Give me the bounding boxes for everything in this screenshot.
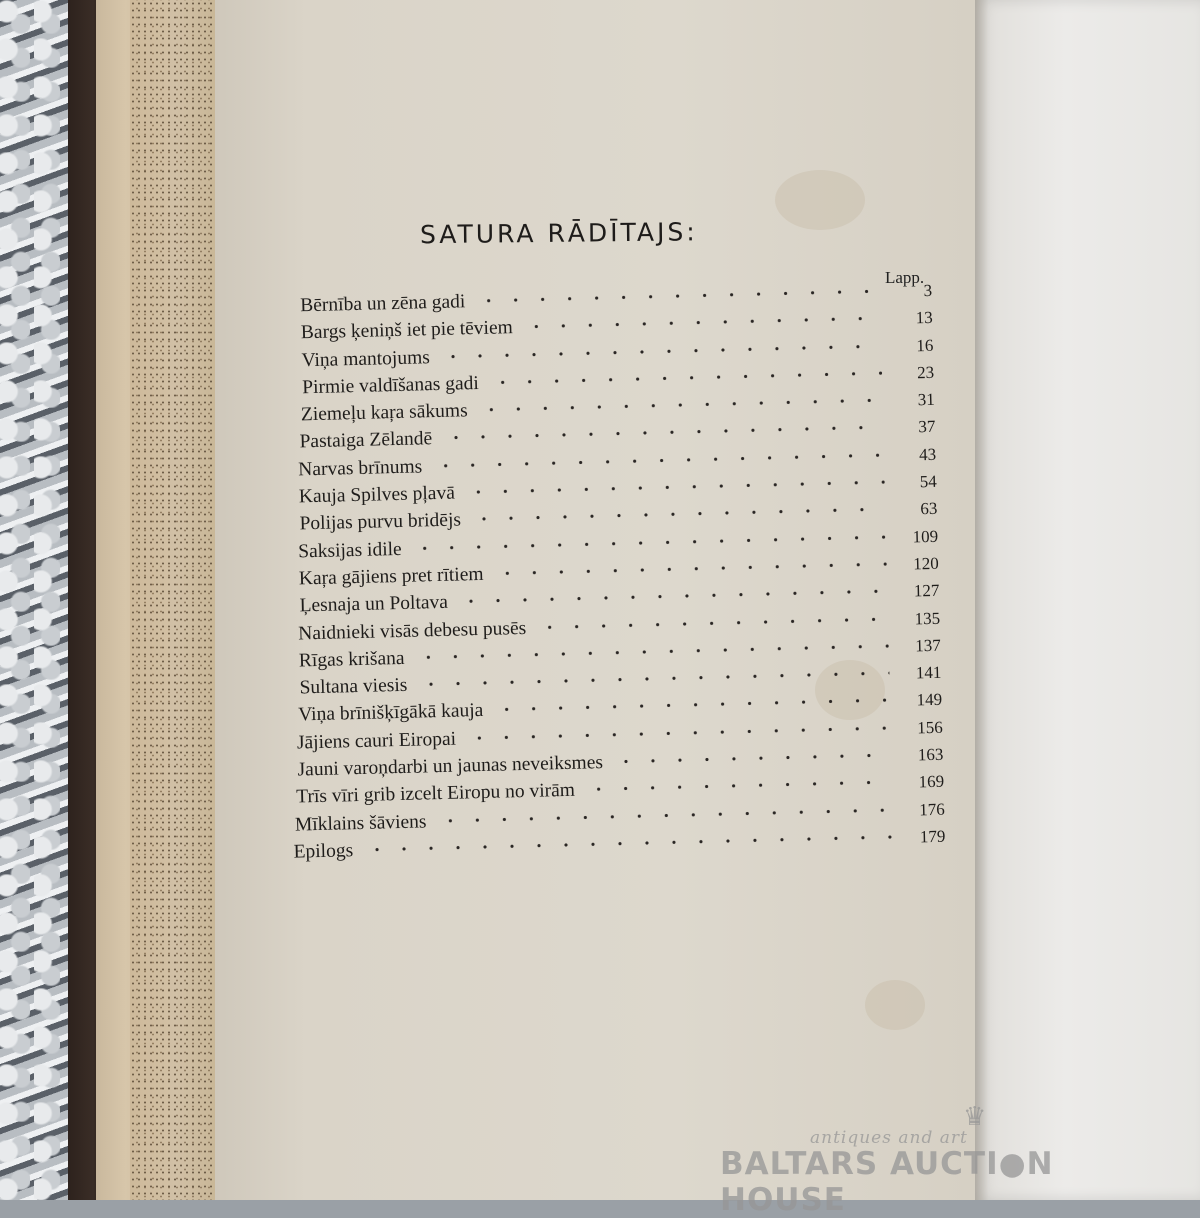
dot-leader [417, 671, 889, 687]
toc-entry-page: 3 [923, 280, 933, 301]
toc-entry-title: Pastaiga Zēlandē [299, 428, 433, 453]
toc-entry-title: Ziemeļu kaŗa sākums [300, 400, 468, 426]
toc-entry-page: 179 [919, 826, 946, 847]
dot-leader [475, 289, 880, 303]
toc-entry-page: 137 [915, 635, 941, 656]
toc-title: SATURA RĀDĪTAJS: [419, 217, 698, 250]
toc-entry-page: 16 [916, 335, 934, 355]
toc-entry-title: Jājiens cauri Eiropai [296, 728, 457, 754]
dot-leader [493, 562, 886, 576]
dot-leader [536, 617, 888, 630]
toc-entry-page: 141 [915, 662, 942, 683]
toc-entry-page: 31 [917, 390, 935, 410]
toc-entry-title: Sultana viesis [299, 674, 408, 699]
dot-leader [493, 698, 890, 712]
dot-leader [585, 780, 892, 792]
toc-entry-title: Jauni varoņdarbi un jaunas neveiksmes [297, 752, 604, 781]
toc-entry-page: 169 [918, 772, 945, 792]
toc-entry-page: 37 [918, 417, 936, 437]
dot-leader [442, 426, 883, 441]
toc-entry-title: Polijas purvu bridējs [299, 509, 462, 535]
toc-entry-title: Bargs ķeniņš iet pie tēviem [300, 317, 514, 344]
toc-entry-title: Rīgas krišana [298, 647, 405, 672]
facing-page [975, 0, 1200, 1200]
dot-leader [412, 535, 887, 551]
toc-entry-title: Pirmie valdīšanas gadi [301, 372, 480, 399]
watermark [720, 1102, 1140, 1218]
watermark-tagline: antiques and art [810, 1128, 968, 1148]
toc-entry-page: 135 [914, 608, 941, 628]
paper-stain [865, 980, 925, 1030]
speckled-page-edge [130, 0, 220, 1200]
dot-leader [523, 316, 881, 329]
toc-entry-page: 43 [918, 444, 937, 465]
toc-entry-title: Narvas brīnums [297, 456, 423, 481]
watermark-name-start: BALTARS AUCTI [720, 1146, 999, 1182]
toc-list [272, 280, 946, 869]
toc-entry-title: Viņa mantojums [301, 346, 431, 371]
toc-entry-page: 149 [916, 690, 943, 710]
toc-entry-title: Mīklains šāviens [294, 811, 427, 836]
toc-entry-page: 109 [912, 526, 939, 547]
page-column-header: Lapp. [885, 268, 925, 287]
toc-entry-page: 163 [917, 744, 944, 765]
toc-entry-page: 120 [913, 553, 939, 574]
toc-entry-page: 54 [919, 471, 937, 492]
dot-leader [478, 398, 883, 412]
dot-leader [489, 371, 882, 385]
dot-leader [466, 726, 891, 740]
dot-leader [471, 507, 886, 521]
toc-entry-title: Trīs vīri grib izcelt Eiropu no virām [296, 780, 576, 808]
dot-leader [458, 589, 888, 603]
toc-entry-page: 156 [917, 717, 943, 738]
toc-entry-title: Bērnība un zēna gadi [299, 291, 466, 317]
toc-entry-page: 176 [919, 799, 945, 819]
dot-leader [613, 753, 892, 764]
toc-entry-title: Saksijas idile [297, 538, 402, 563]
toc-entry-title: Ļesnaja un Poltava [299, 592, 449, 617]
toc-entry-title: Viņa brīnišķīgākā kauja [297, 700, 484, 726]
toc-entry-page: 23 [916, 362, 935, 383]
crown-icon: ♛ [963, 1102, 987, 1131]
dot-leader [436, 808, 892, 823]
dot-leader [414, 644, 888, 660]
toc-entry-title: Naidnieki visās debesu pusēs [297, 617, 527, 645]
dot-leader [363, 835, 893, 852]
toc-entry-page: 63 [920, 499, 938, 519]
toc-entry-page: 127 [913, 581, 940, 601]
toc-entry-title: Epilogs [293, 840, 354, 863]
dot-leader [432, 453, 884, 468]
watermark-name-end: N HOUSE [720, 1146, 1054, 1218]
toc-entry-title: Kauja Spilves pļavā [298, 482, 456, 508]
toc-entry-page: 13 [915, 308, 933, 328]
dot-leader [440, 344, 882, 359]
watermark-logo-o: ● [998, 1146, 1027, 1182]
dot-leader [465, 480, 885, 494]
watermark-name [720, 1146, 1140, 1218]
toc-entry-title: Kaŗa gājiens pret rītiem [298, 563, 484, 590]
